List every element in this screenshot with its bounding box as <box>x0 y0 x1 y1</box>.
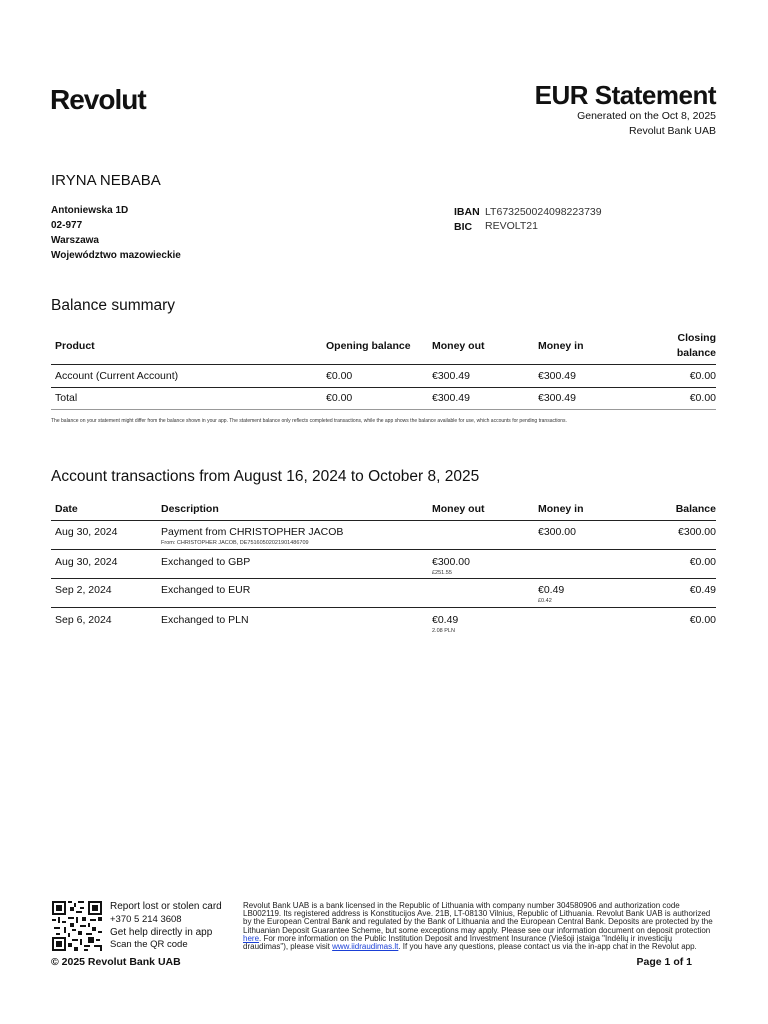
scan-qr-text: Scan the QR code <box>110 939 188 950</box>
address-line-2: 02-977 <box>51 220 83 231</box>
summary-row-2-in: €300.49 <box>538 392 576 404</box>
col-opening-balance: Opening balance <box>326 340 411 352</box>
tx-row-1-in: €300.00 <box>538 526 576 538</box>
iban-label: IBAN <box>454 206 480 218</box>
tx-row-1-balance: €300.00 <box>678 526 716 538</box>
col-money-out: Money out <box>432 340 485 352</box>
col-closing: Closing <box>677 332 716 344</box>
summary-row-2-opening: €0.00 <box>326 392 353 404</box>
tx-row-2-description: Exchanged to GBP <box>161 556 251 568</box>
help-in-app: Get help directly in app <box>110 927 213 938</box>
bic-label: BIC <box>454 221 473 233</box>
transactions-heading: Account transactions from August 16, 2024 to October 8, 2025 <box>51 468 480 485</box>
tx-row-4-out-fx: 2.08 PLN <box>432 628 455 634</box>
tx-row-rule <box>51 549 716 550</box>
summary-row-2-closing: €0.00 <box>689 392 716 404</box>
tx-row-3-date: Sep 2, 2024 <box>55 584 112 596</box>
balance-note: The balance on your statement might differ from the balance shown in your app. The statement balance only reflects completed transactions, while the app shows the balance available for use, which accounts for pending transactions. <box>51 418 567 424</box>
tx-row-2-out: €300.00 <box>432 556 470 568</box>
col-description: Description <box>161 503 219 515</box>
tx-row-2-out-fx: £251.55 <box>432 570 452 576</box>
page-number: Page 1 of 1 <box>636 956 692 968</box>
col-product: Product <box>55 340 95 352</box>
summary-row-rule <box>51 387 716 388</box>
bic-value: REVOLT21 <box>485 220 538 232</box>
summary-row-1-product: Account (Current Account) <box>55 370 179 382</box>
support-phone: +370 5 214 3608 <box>110 914 182 925</box>
tx-row-2-date: Aug 30, 2024 <box>55 556 118 568</box>
tx-row-2-balance: €0.00 <box>689 556 716 568</box>
statement-title: EUR Statement <box>534 80 716 110</box>
col-tx-money-out: Money out <box>432 503 485 515</box>
tx-row-3-in: €0.49 <box>538 584 565 596</box>
col-money-in: Money in <box>538 340 584 352</box>
copyright: © 2025 Revolut Bank UAB <box>51 956 181 968</box>
tx-row-rule <box>51 578 716 579</box>
balance-summary-heading: Balance summary <box>51 297 176 314</box>
report-lost-card: Report lost or stolen card <box>110 901 222 912</box>
summary-row-1-closing: €0.00 <box>689 370 716 382</box>
col-balance: balance <box>676 347 716 359</box>
iidraudimas-link[interactable]: www.iidraudimas.lt <box>332 942 399 952</box>
tx-row-4-out: €0.49 <box>432 614 459 626</box>
col-tx-balance: Balance <box>675 503 716 515</box>
legal-notice: Revolut Bank UAB is a bank licensed in the Republic of Lithuania with company number 304580906 and authorization code LB002119. Its registered address is Konstitucijos Ave. 21B, LT-08130 Vilnius, Republic of Lithuania. Revolut Bank UAB is authorized by the European Central Bank and regulated by the Bank of Lithuania and the European Central Bank. Deposits are protected by the Lithuanian Deposit Guarantee Scheme, but some exceptions may apply. Please see our information document on deposit protection here. For more information on the Public Institution Deposit and Investment Insurance (Viešoji įstaiga "Indėlių ir investicijų draudimas"), please visit www.iidraudimas.lt. If you have any questions, please contact us via the in-app chat in the Revolut app. <box>243 901 713 952</box>
generated-date: Generated on the Oct 8, 2025 <box>577 110 716 122</box>
customer-name: IRYNA NEBABA <box>51 172 161 189</box>
summary-header-rule <box>51 364 716 365</box>
tx-row-1-detail: From: CHRISTOPHER JACOB, DE75160502021901486709 <box>161 540 309 546</box>
col-tx-money-in: Money in <box>538 503 584 515</box>
summary-row-2-product: Total <box>55 392 78 404</box>
address-line-4: Województwo mazowieckie <box>51 250 181 261</box>
tx-row-4-date: Sep 6, 2024 <box>55 614 112 626</box>
address-line-1: Antoniewska 1D <box>51 205 129 216</box>
summary-row-1-in: €300.49 <box>538 370 576 382</box>
qr-code-icon <box>52 901 102 951</box>
tx-row-4-description: Exchanged to PLN <box>161 614 249 626</box>
tx-row-3-balance: €0.49 <box>689 584 716 596</box>
col-date: Date <box>55 503 78 515</box>
tx-row-3-in-fx: £0.42 <box>538 598 552 604</box>
revolut-logo: Revolut <box>50 84 146 115</box>
address-line-3: Warszawa <box>51 235 99 246</box>
tx-row-3-description: Exchanged to EUR <box>161 584 251 596</box>
tx-row-1-date: Aug 30, 2024 <box>55 526 118 538</box>
deposit-protection-link[interactable]: here <box>243 933 260 943</box>
summary-row-1-out: €300.49 <box>432 370 470 382</box>
summary-row-2-out: €300.49 <box>432 392 470 404</box>
tx-header-rule <box>51 520 716 521</box>
tx-row-1-description: Payment from CHRISTOPHER JACOB <box>161 526 344 538</box>
iban-value: LT673250024098223739 <box>485 206 602 218</box>
tx-row-rule <box>51 607 716 608</box>
tx-row-4-balance: €0.00 <box>689 614 716 626</box>
bank-name: Revolut Bank UAB <box>629 125 716 137</box>
summary-total-rule <box>51 409 716 410</box>
summary-row-1-opening: €0.00 <box>326 370 353 382</box>
